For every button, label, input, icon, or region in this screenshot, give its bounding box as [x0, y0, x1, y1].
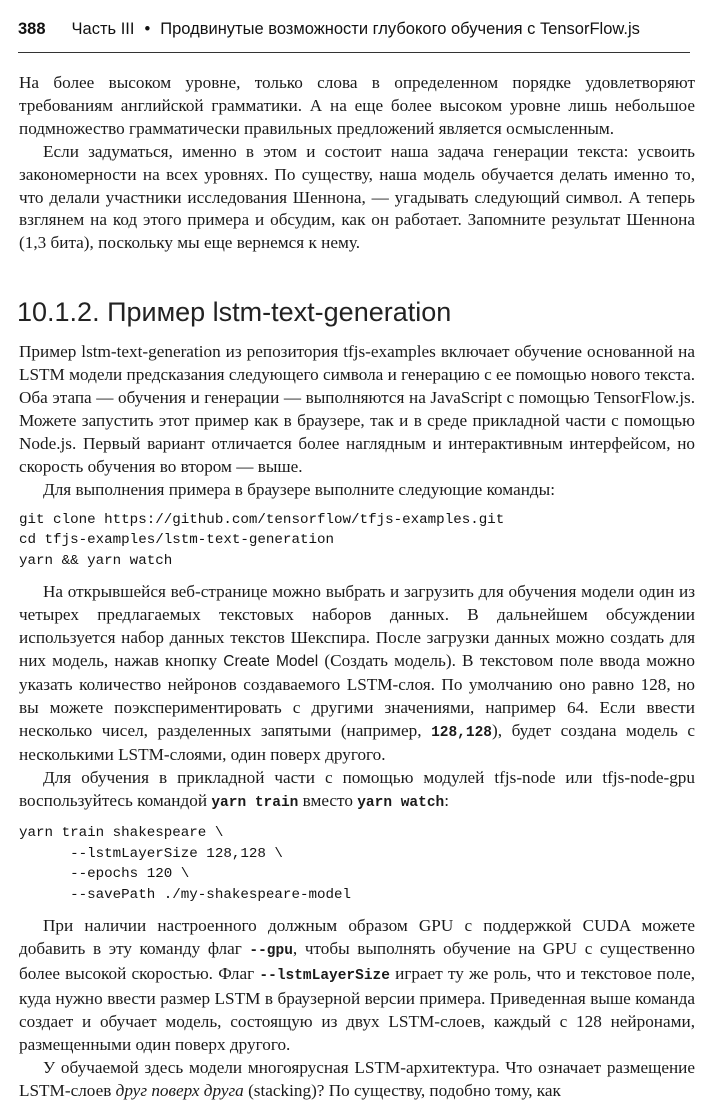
paragraph: На открывшейся веб-странице можно выбрать и загрузить для обучения модели один из четырех предлагаемых текстовых наборов данных. В дальнейшем обсуждении используется набор данных текстов Шекспира. После загрузки данных можно создать для них модель, нажав кнопку Create Model (Создать модель). В текстовом поле ввода можно указать количество нейронов создаваемого LSTM-слоя. По умолчанию оно равно 128, но вы можете поэкспериментировать с другими значениями, например 64. Если ввести несколько чисел, разделенных запятыми (например, 128,128), будет создана модель с несколькими LSTM-слоями, один поверх другого. [19, 582, 696, 765]
chapter-title: Продвинутые возможности глубокого обучения с TensorFlow.js [160, 20, 640, 38]
header-rule [18, 52, 690, 53]
paragraph: Если задуматься, именно в этом и состоит наша задача генерации текста: усвоить закономерности на всех уровнях. По существу, наша модель обучается делать именно то, что делали участники исследования Шеннона, — угадывать следующий символ. А теперь взглянем на код этого примера и обсудим, как он работает. Запомните результат Шеннона (1,3 бита), поскольку мы еще вернемся к нему. [19, 141, 695, 253]
code-block: yarn train shakespeare \ --lstmLayerSize 128,128 \ --epochs 120 \ --savePath ./my-shakespeare-model [19, 825, 352, 903]
section-heading: 10.1.2. Пример lstm-text-generation [17, 297, 452, 328]
paragraph: У обучаемой здесь модели многоярусная LSTM-архитектура. Что означает размещение LSTM-слоев друг поверх друга (stacking)? По существу, подобно тому, как [19, 1057, 695, 1100]
paragraph: На более высоком уровне, только слова в определенном порядке удовлетворяют требованиям английской грамматики. А на еще более высоком уровне лишь небольшое подмножество грамматически правильных предложений является осмысленным. [19, 73, 695, 138]
emphasis: друг поверх друга [115, 1080, 244, 1100]
code-block: git clone https://github.com/tensorflow/tfjs-examples.git cd tfjs-examples/lstm-text-generation yarn && yarn watch [19, 511, 505, 569]
paragraph: При наличии настроенного должным образом GPU с поддержкой CUDA можете добавить в эту команду флаг --gpu, чтобы выполнять обучение на GPU с существенно более высокой скоростью. Флаг --lstmLayerSize играет ту же роль, что и текстовое поле, куда нужно ввести размер LSTM в браузерной версии примера. Приведенная выше команда создает и обучает модель, состоящую из двух LSTM-слоев, каждый с 128 нейронами, размещенными один поверх другого. [19, 916, 695, 1054]
inline-code: 128,128 [431, 724, 492, 741]
header-separator: • [144, 20, 151, 38]
page-number: 388 [18, 20, 46, 38]
part-label: Часть III [71, 20, 135, 38]
inline-code: yarn train [211, 795, 299, 812]
paragraph: Для обучения в прикладной части с помощью модулей tfjs-node или tfjs-node-gpu воспользуйтесь командой yarn train вместо yarn watch: [19, 768, 695, 812]
running-header [18, 20, 688, 39]
page-body [19, 72, 695, 1102]
inline-code: yarn watch [357, 795, 445, 812]
paragraph: Для выполнения примера в браузере выполните следующие команды: [43, 479, 555, 499]
paragraph: Пример lstm-text-generation из репозитория tfjs-examples включает обучение основанной на LSTM модели предсказания следующего символа и генерацию с ее помощью нового текста. Оба этапа — обучения и генерации — выполняются на JavaScript с помощью TensorFlow.js. Можете запустить этот пример как в браузере, так и в среде прикладной части с помощью Node.js. Первый вариант отличается более наглядным и интерактивным интерфейсом, но скорость обучения во втором — выше. [19, 342, 695, 476]
ui-label: Create Model [223, 652, 319, 670]
inline-code: --gpu [249, 943, 293, 960]
inline-code: --lstmLayerSize [259, 967, 390, 984]
